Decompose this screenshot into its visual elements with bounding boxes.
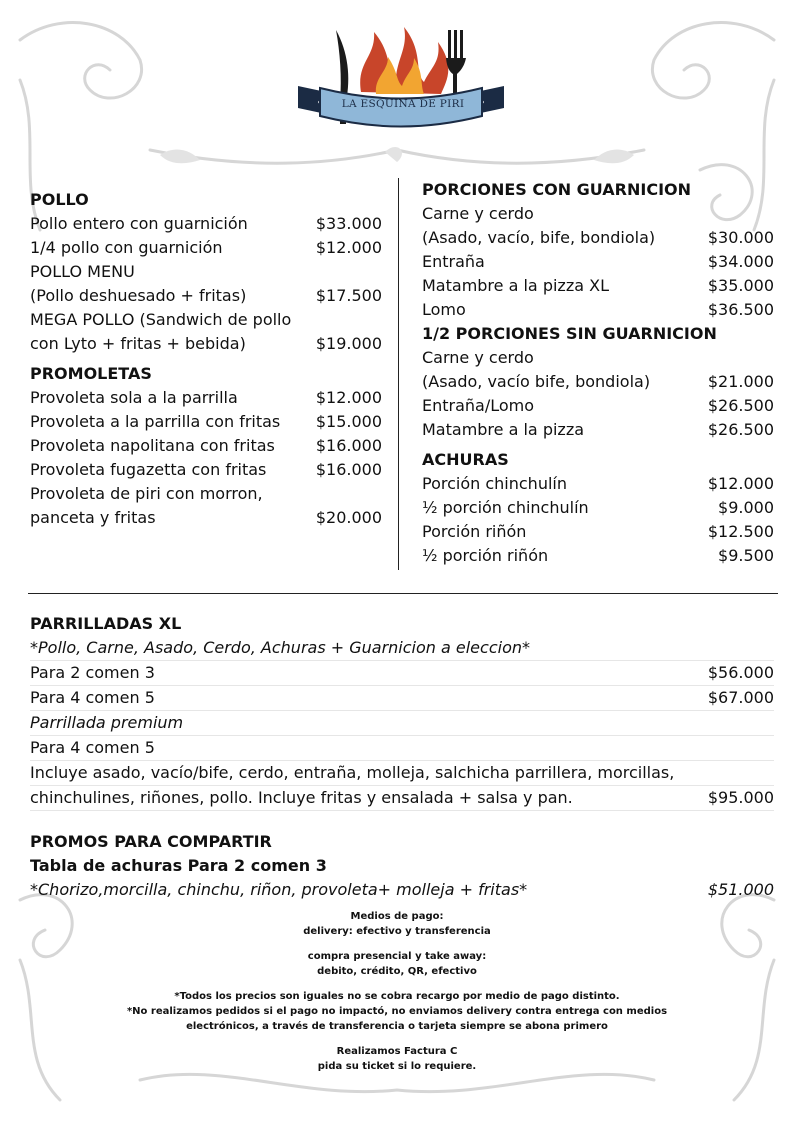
premium-description: Incluye asado, vacío/bife, cerdo, entraña, molleja, salchicha parrillera, morcillas, (30, 761, 774, 786)
section-divider (28, 593, 778, 594)
menu-item: Provoleta fugazetta con fritas $16.000 (30, 460, 382, 479)
invoice-note: Realizamos Factura C (336, 1046, 458, 1057)
menu-item: ½ porción riñón $9.500 (422, 546, 774, 565)
section-title-promoletas: PROMOLETAS (30, 364, 152, 383)
promos-section (30, 830, 774, 902)
section-title-medias: 1/2 PORCIONES SIN GUARNICION (422, 324, 717, 343)
section-title-porciones: PORCIONES CON GUARNICION (422, 180, 692, 199)
menu-item: ½ porción chinchulín $9.000 (422, 498, 774, 517)
menu-item: Porción riñón $12.500 (422, 522, 774, 541)
note-prices: *Todos los precios son iguales no se cobra recargo por medio de pago distinto. (174, 991, 620, 1002)
premium-size: Para 4 comen 5 (30, 736, 774, 761)
parrilladas-section (30, 612, 774, 811)
payment-presencial-methods: debito, crédito, QR, efectivo (317, 966, 477, 977)
menu-item: Entraña $34.000 (422, 252, 774, 271)
menu-item: Lomo $36.500 (422, 300, 774, 319)
brand-name: LA ESQUINA DE PIRI (341, 98, 465, 110)
section-title-achuras: ACHURAS (422, 450, 509, 469)
menu-item: Matambre a la pizza $26.500 (422, 420, 774, 439)
menu-item: Para 4 comen 5 $67.000 (30, 686, 774, 711)
section-subtitle: *Pollo, Carne, Asado, Cerdo, Achuras + Guarnicion a eleccion* (30, 636, 774, 661)
section-title-pollo: POLLO (30, 190, 89, 209)
menu-item-intro: Carne y cerdo (422, 348, 534, 367)
logo-emblem (296, 22, 506, 140)
payment-presencial: compra presencial y take away: (307, 951, 487, 962)
menu-item: Entraña/Lomo $26.500 (422, 396, 774, 415)
menu-item: Provoleta napolitana con fritas $16.000 (30, 436, 382, 455)
menu-item: Provoleta sola a la parrilla $12.000 (30, 388, 382, 407)
note-orders-cont: electrónicos, a través de transferencia o tarjeta siempre se abona primero (186, 1021, 608, 1032)
premium-title: Parrillada premium (30, 711, 774, 736)
right-column (422, 178, 774, 568)
menu-item-name: Provoleta de piri con morron, (30, 484, 263, 503)
menu-item: Para 2 comen 3 $56.000 (30, 661, 774, 686)
menu-item: 1/4 pollo con guarnición $12.000 (30, 238, 382, 257)
note-orders: *No realizamos pedidos si el pago no impactó, no enviamos delivery contra entrega con medios (126, 1006, 668, 1017)
logo (296, 22, 506, 140)
menu-item-name: MEGA POLLO (Sandwich de pollo (30, 310, 292, 329)
menu-item: panceta y fritas $20.000 (30, 508, 382, 527)
payment-title: Medios de pago: (350, 911, 444, 922)
menu-item: (Asado, vacío, bife, bondiola) $30.000 (422, 228, 774, 247)
menu-item: (Asado, vacío bife, bondiola) $21.000 (422, 372, 774, 391)
menu-item-intro: Carne y cerdo (422, 204, 534, 223)
menu-item: Pollo entero con guarnición $33.000 (30, 214, 382, 233)
section-title-parrilladas: PARRILLADAS XL (30, 614, 182, 633)
ticket-note: pida su ticket si lo requiere. (317, 1061, 477, 1072)
menu-item: con Lyto + fritas + bebida) $19.000 (30, 334, 382, 353)
menu-item: *Chorizo,morcilla, chinchu, riñon, provoleta+ molleja + fritas* $51.000 (30, 880, 774, 899)
column-divider (398, 178, 399, 570)
menu-item: Provoleta a la parrilla con fritas $15.000 (30, 412, 382, 431)
menu-item: Porción chinchulín $12.000 (422, 474, 774, 493)
menu-item: (Pollo deshuesado + fritas) $17.500 (30, 286, 382, 305)
menu-item: Matambre a la pizza XL $35.000 (422, 276, 774, 295)
section-title-promos: PROMOS PARA COMPARTIR (30, 832, 272, 851)
menu-item: chinchulines, riñones, pollo. Incluye fritas y ensalada + salsa y pan. $95.000 (30, 786, 774, 811)
payment-info (100, 909, 694, 1074)
promo-item-title: Tabla de achuras Para 2 comen 3 (30, 856, 327, 875)
left-column (30, 178, 382, 530)
payment-delivery: delivery: efectivo y transferencia (303, 926, 491, 937)
flame-icon (360, 27, 448, 94)
menu-item-name: POLLO MENU (30, 262, 135, 281)
